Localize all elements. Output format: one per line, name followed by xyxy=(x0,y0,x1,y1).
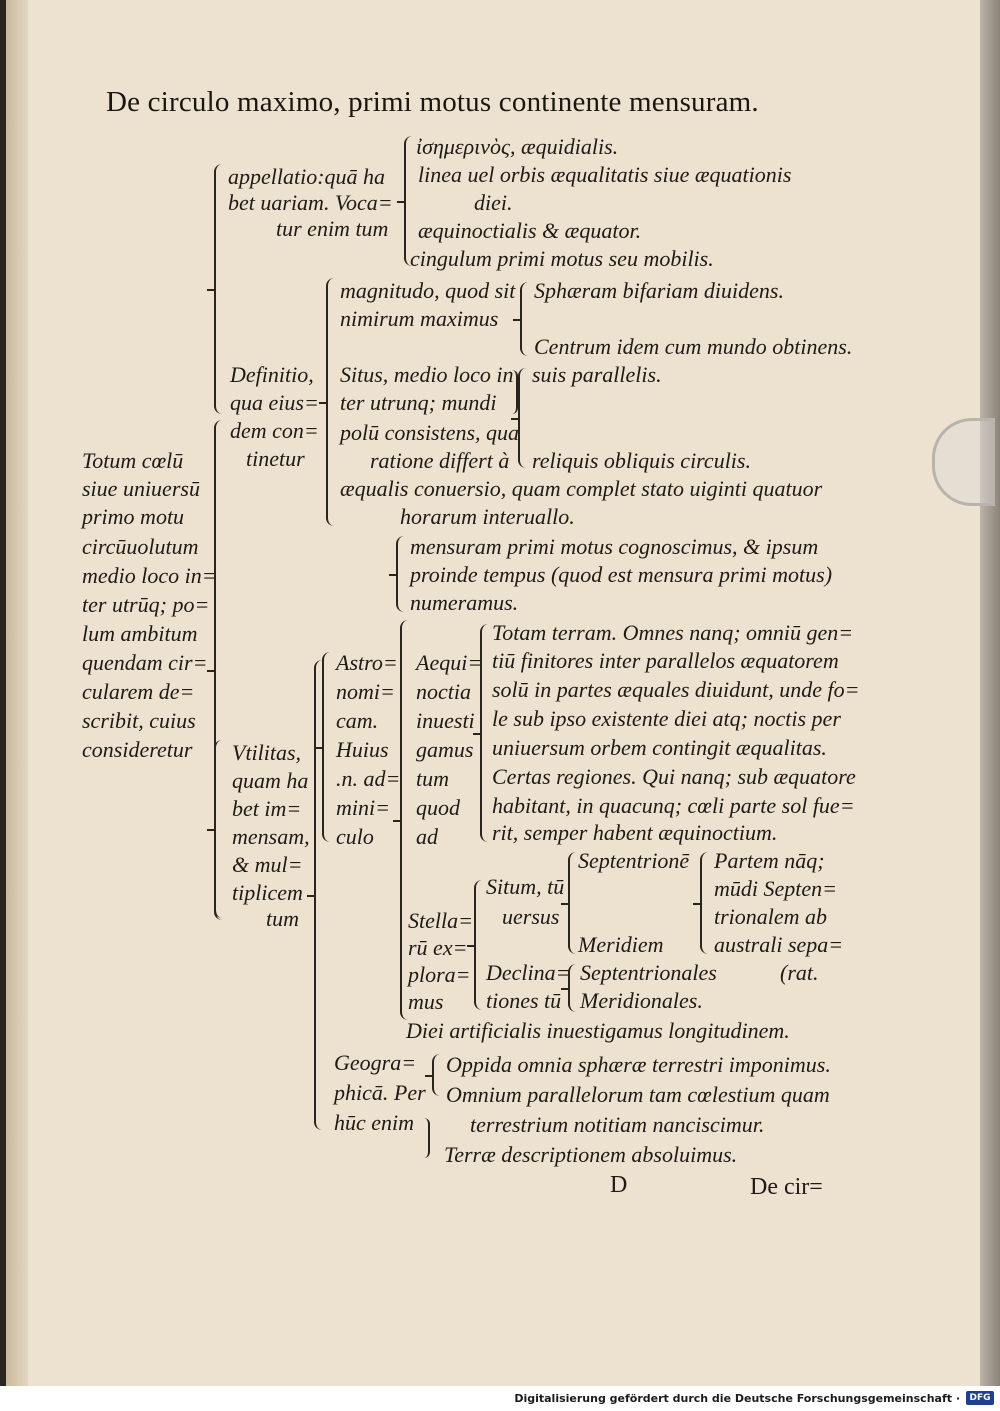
root-label-2: siue uniuersū xyxy=(82,476,200,501)
definitio-label-1: Definitio, xyxy=(230,362,314,387)
astro-label-5: .n. ad= xyxy=(336,766,401,791)
utilitas-label-2: quam ha xyxy=(232,768,309,793)
page-title: De circulo maximo, primi motus continente mensuram. xyxy=(106,86,759,118)
aequi-label-2: noctia xyxy=(416,679,471,704)
root-label-9: cularem de= xyxy=(82,679,195,704)
signature-mark: D xyxy=(610,1172,628,1198)
paper-clip xyxy=(932,418,995,506)
root-label-11: consideretur xyxy=(82,737,193,762)
appellatio-item-2: linea uel orbis æqualitatis siue æquationis xyxy=(418,162,792,187)
mensura-1: mensuram primi motus cognoscimus, & ipsum xyxy=(410,534,819,559)
stellarum-label-3: plora= xyxy=(408,962,471,987)
geo-brace xyxy=(432,1054,442,1096)
mensura-2: proinde tempus (quod est mensura primi motus) xyxy=(410,562,833,587)
geo-item-1: Oppida omnia sphæræ terrestri imponimus. xyxy=(446,1052,831,1077)
book-page xyxy=(6,0,982,1386)
appellatio-item-1: ἰσημερινὸς, æquidialis. xyxy=(416,134,619,159)
declin-label-1: Declina= xyxy=(486,960,571,985)
root-label-1: Totum cœlū xyxy=(82,448,184,473)
stellarum-label-1: Stella= xyxy=(408,908,473,933)
next-page-edge xyxy=(980,0,1000,1386)
root-label-8: quendam cir= xyxy=(82,650,208,675)
geo-right-brace xyxy=(422,1118,430,1158)
root-label-4: circūuolutum xyxy=(82,534,199,559)
dfg-logo: DFG xyxy=(966,1391,994,1405)
utilitas-label-6: tiplicem xyxy=(232,880,303,905)
magnitudo-1: magnitudo, quod sit xyxy=(340,278,516,303)
aequi-item-4: le sub ipso existente diei atq; noctis per xyxy=(492,706,841,731)
aequi-item-7: habitant, in quacunq; cœli parte sol fue= xyxy=(492,793,855,818)
astro-label-3: cam. xyxy=(336,708,379,733)
aequi-item-5: uniuersum orbem contingit æqualitas. xyxy=(492,735,827,760)
root-label-7: lum ambitum xyxy=(82,621,198,646)
appellatio-outer-brace xyxy=(214,164,224,414)
situm-note-brace xyxy=(700,852,710,954)
footer-bar xyxy=(0,1386,1000,1411)
appellatio-label-3: tur enim tum xyxy=(276,216,389,241)
geo-label-2: phicā. Per xyxy=(334,1080,426,1105)
magnitudo-brace xyxy=(520,282,530,356)
catchword: De cir= xyxy=(750,1174,823,1200)
aequi-item-6: Certas regiones. Qui nanq; sub æquatore xyxy=(492,764,856,789)
situm-label-1: Situm, tū xyxy=(486,874,565,899)
situm-item-2: Meridiem xyxy=(578,932,664,957)
stellarum-brace xyxy=(474,880,484,1010)
situs-item-2: reliquis obliquis circulis. xyxy=(532,448,751,473)
aequi-label-4: gamus xyxy=(416,737,474,762)
situm-note-4: australi sepa= xyxy=(714,932,844,957)
aequi-label-1: Aequi= xyxy=(416,650,483,675)
astro-label-6: mini= xyxy=(336,795,390,820)
root-label-5: medio loco in= xyxy=(82,563,217,588)
situm-note-5: (rat. xyxy=(780,960,819,985)
utilitas-label-brace xyxy=(214,740,224,918)
geo-label-3: hūc enim xyxy=(334,1110,415,1135)
definitio-label-3: dem con= xyxy=(230,418,319,443)
magnitudo-item-1: Sphæram bifariam diuidens. xyxy=(534,278,784,303)
definitio-label-2: qua eius= xyxy=(230,390,319,415)
geo-item-4: Terræ descriptionem absoluimus. xyxy=(444,1142,738,1167)
geo-item-3: terrestrium notitiam nanciscimur. xyxy=(470,1112,765,1137)
aequi-brace xyxy=(480,624,490,842)
astro-label-brace xyxy=(322,652,332,842)
situs-item-1: suis parallelis. xyxy=(532,362,662,387)
situm-note-1: Partem nāq; xyxy=(714,848,825,873)
diei-line: Diei artificialis inuestigamus longitudinem. xyxy=(406,1018,790,1043)
situm-item-1: Septentrionē xyxy=(578,848,690,873)
geo-item-2: Omnium parallelorum tam cœlestium quam xyxy=(446,1082,830,1107)
declin-brace xyxy=(568,964,578,1012)
aequi-item-1: Totam terram. Omnes nanq; omniū gen= xyxy=(492,620,854,645)
appellatio-item-3: diei. xyxy=(474,190,513,215)
definitio-brace xyxy=(326,278,336,526)
footer-credit: Digitalisierung gefördert durch die Deutsche Forschungsgemeinschaft · xyxy=(514,1392,960,1405)
appellatio-label-2: bet uariam. Voca= xyxy=(228,190,393,215)
situs-3: polū consistens, qua xyxy=(340,420,520,445)
declin-label-2: tiones tū xyxy=(486,988,562,1013)
utilitas-label-5: & mul= xyxy=(232,852,303,877)
appellatio-item-5: cingulum primi motus seu mobilis. xyxy=(410,246,714,271)
conversio-1: æqualis conuersio, quam complet stato uiginti quatuor xyxy=(340,476,823,501)
page-gutter xyxy=(6,0,28,1386)
stellarum-label-4: mus xyxy=(408,989,444,1014)
aequi-label-5: tum xyxy=(416,766,449,791)
situm-label-2: uersus xyxy=(502,904,560,929)
utilitas-label-3: bet im= xyxy=(232,796,302,821)
definitio-label-4: tinetur xyxy=(246,446,305,471)
aequi-item-2: tiū finitores inter parallelos æquatorem xyxy=(492,648,839,673)
situs-4: ratione differt à xyxy=(370,448,510,473)
root-label-3: primo motu xyxy=(82,504,185,529)
situs-right-brace xyxy=(510,370,518,414)
situm-note-2: mūdi Septen= xyxy=(714,876,837,901)
mensura-3: numeramus. xyxy=(410,590,519,615)
mensura-brace xyxy=(396,536,406,612)
conversio-2: horarum interuallo. xyxy=(400,504,575,529)
astro-label-1: Astro= xyxy=(336,650,398,675)
utilitas-label-7: tum xyxy=(266,906,299,931)
situs-2: ter utrunq; mundi xyxy=(340,390,497,415)
root-label-10: scribit, cuius xyxy=(82,708,196,733)
utilitas-label-1: Vtilitas, xyxy=(232,740,302,765)
aequi-label-6: quod xyxy=(416,795,460,820)
aequi-label-3: inuesti xyxy=(416,708,475,733)
appellatio-label-1: appellatio:quā ha xyxy=(228,164,386,189)
declin-item-1: Septentrionales xyxy=(580,960,717,985)
astro-label-4: Huius xyxy=(336,737,389,762)
magnitudo-item-2: Centrum idem cum mundo obtinens. xyxy=(534,334,853,359)
utilitas-label-4: mensam, xyxy=(232,824,310,849)
astro-label-2: nomi= xyxy=(336,679,395,704)
declin-item-2: Meridionales. xyxy=(580,988,703,1013)
magnitudo-2: nimirum maximus xyxy=(340,306,499,331)
astro-label-7: culo xyxy=(336,824,374,849)
situs-brace xyxy=(518,368,528,468)
situm-brace xyxy=(568,852,578,954)
situs-1: Situs, medio loco in xyxy=(340,362,514,387)
aequi-item-8: rit, semper habent æquinoctium. xyxy=(492,820,778,845)
stellarum-label-2: rū ex= xyxy=(408,935,468,960)
situm-note-3: trionalem ab xyxy=(714,904,828,929)
root-label-6: ter utrūq; po= xyxy=(82,592,210,617)
geo-label-1: Geogra= xyxy=(334,1050,417,1075)
aequi-item-3: solū in partes æquales diuidunt, unde fo= xyxy=(492,677,860,702)
appellatio-item-4: æquinoctialis & æquator. xyxy=(418,218,642,243)
aequi-label-7: ad xyxy=(416,824,438,849)
